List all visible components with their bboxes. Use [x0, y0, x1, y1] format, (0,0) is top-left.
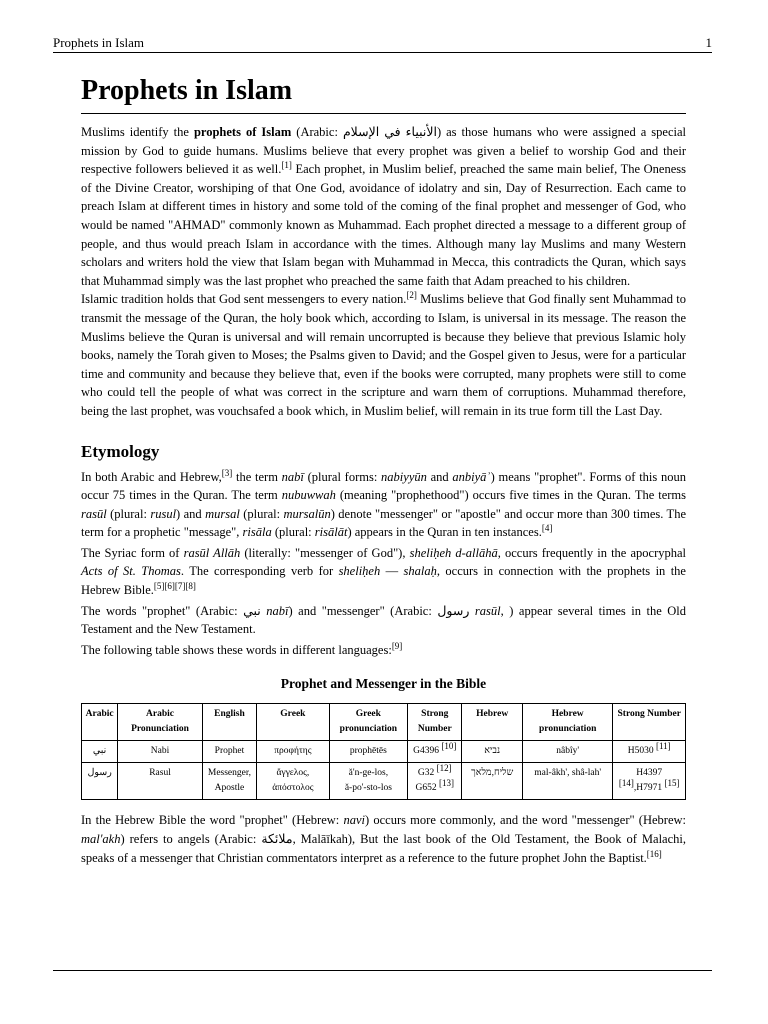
cell-english: Prophet [202, 741, 256, 763]
term-italic: nabiyyūn [381, 469, 427, 484]
hebrew-word: נביא [484, 746, 501, 757]
reference-link[interactable]: [15] [664, 778, 680, 789]
arabic-word: رسول [87, 768, 112, 779]
text: , ) appear several times in the Old Testament and the New Testament. [81, 603, 686, 637]
reference-link[interactable]: [11] [656, 741, 671, 752]
term-italic: mal'akh [81, 832, 121, 847]
text: In both Arabic and Hebrew, [81, 469, 222, 484]
text: Muslims believe that God finally sent Muhammad to transmit the message of the Quran, the holy book which, according to Islam, is universal in its message. The reason the Muslims believe the Quran is universal and will remain uncorrupted is because they believe that previous Islamic holy books, namely the Torah given to Moses; the Psalms given to David; and the Gospel given to Jesus, were for a particular time and community and because they believe that, even if the books were corrupted, many prophets were still to come who could tell the people of what was correct in the scripture and warn them of corruptions. Muhammad therefore, being the last prophet, was vouchsafed a book which, in Muslim belief, will remain in its true form till the Last Day. [81, 292, 686, 418]
reference-link[interactable]: [3] [221, 467, 233, 478]
arabic-term: ملائكة [261, 832, 293, 847]
text: The words "prophet" (Arabic: [81, 603, 244, 618]
strong-number: G4396 [413, 746, 440, 757]
term-bold: prophets of Islam [193, 125, 292, 139]
running-header-title: Prophets in Islam [53, 35, 144, 50]
col-header: English [202, 704, 256, 741]
strong-number: G652 [415, 783, 437, 794]
col-header: Hebrew [462, 704, 522, 741]
term-italic: sheliḥeh d-allāhā [409, 545, 498, 560]
term-italic: nabī [266, 603, 289, 618]
text: , occurs frequently in the apocryphal [497, 545, 686, 560]
cell-english [202, 763, 256, 800]
text: the term [232, 469, 282, 484]
text: The following table shows these words in different languages: [81, 642, 392, 657]
col-header: Strong Number [408, 704, 462, 741]
cell-greek: προφήτης [257, 741, 329, 763]
text: (Arabic: [291, 125, 343, 139]
cell-greek [257, 763, 329, 800]
col-header: Strong Number [613, 704, 686, 741]
cell-arabic-pron: Nabi [118, 741, 203, 763]
term-italic: rasūl Allāh [183, 545, 241, 560]
term-italic: Acts of St. Thomas [81, 564, 181, 579]
table-row [82, 763, 686, 800]
text: (literally: "messenger of God"), [240, 545, 410, 560]
term-italic: mursalūn [283, 506, 331, 521]
article-body [81, 70, 686, 867]
text: The Syriac form of [81, 545, 184, 560]
reference-link[interactable]: [4] [541, 523, 553, 534]
text: (meaning "prophethood") occurs five times in the Quran. The terms [335, 488, 687, 503]
col-header: Arabic Pronunciation [118, 704, 203, 741]
text: (plural: [271, 525, 315, 540]
strong-number: H4397 [636, 768, 663, 779]
text: , occurs in connection with the prophets in the Hebrew Bible. [81, 564, 686, 598]
etymology-section [81, 468, 686, 660]
term-italic: rusul [150, 506, 177, 521]
term-italic: sheliḥeh [338, 564, 381, 579]
term-italic: anbiyāʾ [452, 469, 491, 484]
col-header: Arabic [82, 704, 118, 741]
text: ) occurs more commonly, and the word "messenger" (Hebrew: [365, 813, 686, 828]
footer-rule [53, 970, 712, 971]
strong-number: G32 [417, 768, 435, 779]
section-heading-etymology: Etymology [81, 441, 160, 461]
text: (plural forms: [303, 469, 382, 484]
etymology-paragraph-3 [81, 602, 686, 639]
table-row [82, 741, 686, 763]
text: Muslims identify the [81, 125, 194, 139]
reference-link[interactable]: [10] [441, 741, 457, 752]
etymology-paragraph-1 [81, 468, 686, 542]
arabic-word: نبي [92, 746, 107, 757]
arabic-term: الأنبياء في الإسلام [342, 125, 437, 139]
reference-link[interactable]: [14] [618, 778, 634, 789]
etymology-paragraph-4 [81, 641, 686, 660]
greek-word: ἄγγελος, [276, 768, 310, 779]
term-italic: navi [343, 813, 365, 828]
text: ) means "prophet". Forms of this noun occur 75 times in the Quran. The term [81, 469, 686, 503]
intro-paragraph-1 [81, 123, 686, 290]
strong-number: H5030 [627, 746, 654, 757]
cell-hebrew-pron: nâbîy' [522, 741, 613, 763]
english-word: Apostle [214, 783, 245, 794]
reference-link[interactable]: [12] [436, 763, 452, 774]
table-header-row [82, 704, 686, 741]
cell-strong-hebrew [613, 741, 686, 763]
text: — [380, 564, 404, 579]
cell-greek-pron: prophētēs [329, 741, 408, 763]
text: ) appears in the Quran in ten instances. [347, 525, 542, 540]
term-italic: shalaḥ [403, 564, 437, 579]
text: , Malāīkah), But the last book of the Old Testament, the Book of Malachi, speaks of a messenger that Christian commentators interpret as a reference to the future prophet John the Baptist. [81, 832, 686, 865]
strong-number: ,H7971 [633, 783, 663, 794]
running-header [53, 34, 712, 53]
term-italic: rasūl [81, 506, 107, 521]
text: ) as those humans who were assigned a special mission by God to guide humans. Muslims believe that every prophet was given a belief to worship God and their respective followers believed it as well. [81, 125, 687, 177]
reference-link[interactable]: [16] [646, 848, 662, 859]
text: (plural: [106, 506, 151, 521]
col-header: Greek [257, 704, 329, 741]
hebrew-word: שליח,מלאך [471, 768, 514, 779]
term-italic: nubuwwah [281, 488, 336, 503]
col-header: Hebrew pronunciation [522, 704, 613, 741]
cell-hebrew-pron: mal-âkh', shâ-lah' [522, 763, 613, 800]
term-italic: risāla [242, 525, 272, 540]
greek-word: ἀπόστολος [272, 783, 314, 794]
term-italic: risālāt [314, 525, 348, 540]
col-header: Greek pronunciation [329, 704, 408, 741]
cell-hebrew [462, 741, 522, 763]
text: Islamic tradition holds that God sent messengers to every nation. [81, 292, 407, 307]
english-word: Messenger, [207, 768, 252, 779]
text: In the Hebrew Bible the word "prophet" (Hebrew: [81, 813, 344, 828]
cell-strong-greek [408, 741, 462, 763]
prophet-messenger-table [81, 703, 686, 800]
text: ) and [176, 506, 206, 521]
table-caption: Prophet and Messenger in the Bible [280, 676, 487, 692]
text: Each prophet, in Muslim belief, preached the same main belief, The Oneness of the Divine Creator, worshiping of that One God, avoidance of idolatry and sin, Day of Resurrection. Each came to preach Islam at different times in history and some told of the coming of the final prophet and messenger of God, who would be named "AHMAD" commonly known as Muhammad. Each prophet directed a message to a different group of people, and thus would preach Islam in accordance with the times. Although many lay Muslims and many Western scholars and writers hold the view that Islam began with Muhammad in Mecca, this contradicts the Quran, which says that Muhammad simply was the last prophet who preached the same faith that Adam preached to his children. [81, 162, 686, 288]
reference-link[interactable]: [2] [406, 290, 417, 301]
reference-link[interactable]: [5][6][7][8] [153, 580, 196, 591]
cell-arabic-pron: Rasul [118, 763, 203, 800]
text: . The corresponding verb for [180, 564, 339, 579]
term-italic: mursal [205, 506, 240, 521]
cell-arabic [82, 741, 118, 763]
hebrew-bible-paragraph [81, 811, 686, 867]
cell-greek-pron [329, 763, 408, 800]
term-italic: nabī [281, 469, 304, 484]
text: (plural: [239, 506, 284, 521]
cell-strong-greek [408, 763, 462, 800]
intro-paragraph-2 [81, 290, 686, 420]
text: ) refers to angels (Arabic: [120, 832, 262, 847]
etymology-paragraph-2 [81, 544, 686, 600]
text: and [426, 469, 453, 484]
greek-pron: ă'n-ge-los, [348, 768, 389, 779]
arabic-term: رسول [437, 603, 470, 618]
cell-arabic [82, 763, 118, 800]
cell-hebrew [462, 763, 522, 800]
cell-strong-hebrew [613, 763, 686, 800]
reference-link[interactable]: [9] [391, 640, 403, 651]
reference-link[interactable]: [1] [281, 160, 292, 171]
term-italic: rasūl [474, 603, 501, 618]
article-title: Prophets in Islam [81, 70, 686, 114]
text: ) denote "messenger" or "apostle" and occur more than 300 times. The term for a prophetic "message", [81, 506, 686, 540]
text: ) and "messenger" (Arabic: [288, 603, 438, 618]
greek-pron: ă-po'-sto-los [344, 783, 392, 794]
reference-link[interactable]: [13] [439, 778, 455, 789]
arabic-term: نبي [243, 603, 261, 618]
page-number: 1 [705, 35, 712, 50]
